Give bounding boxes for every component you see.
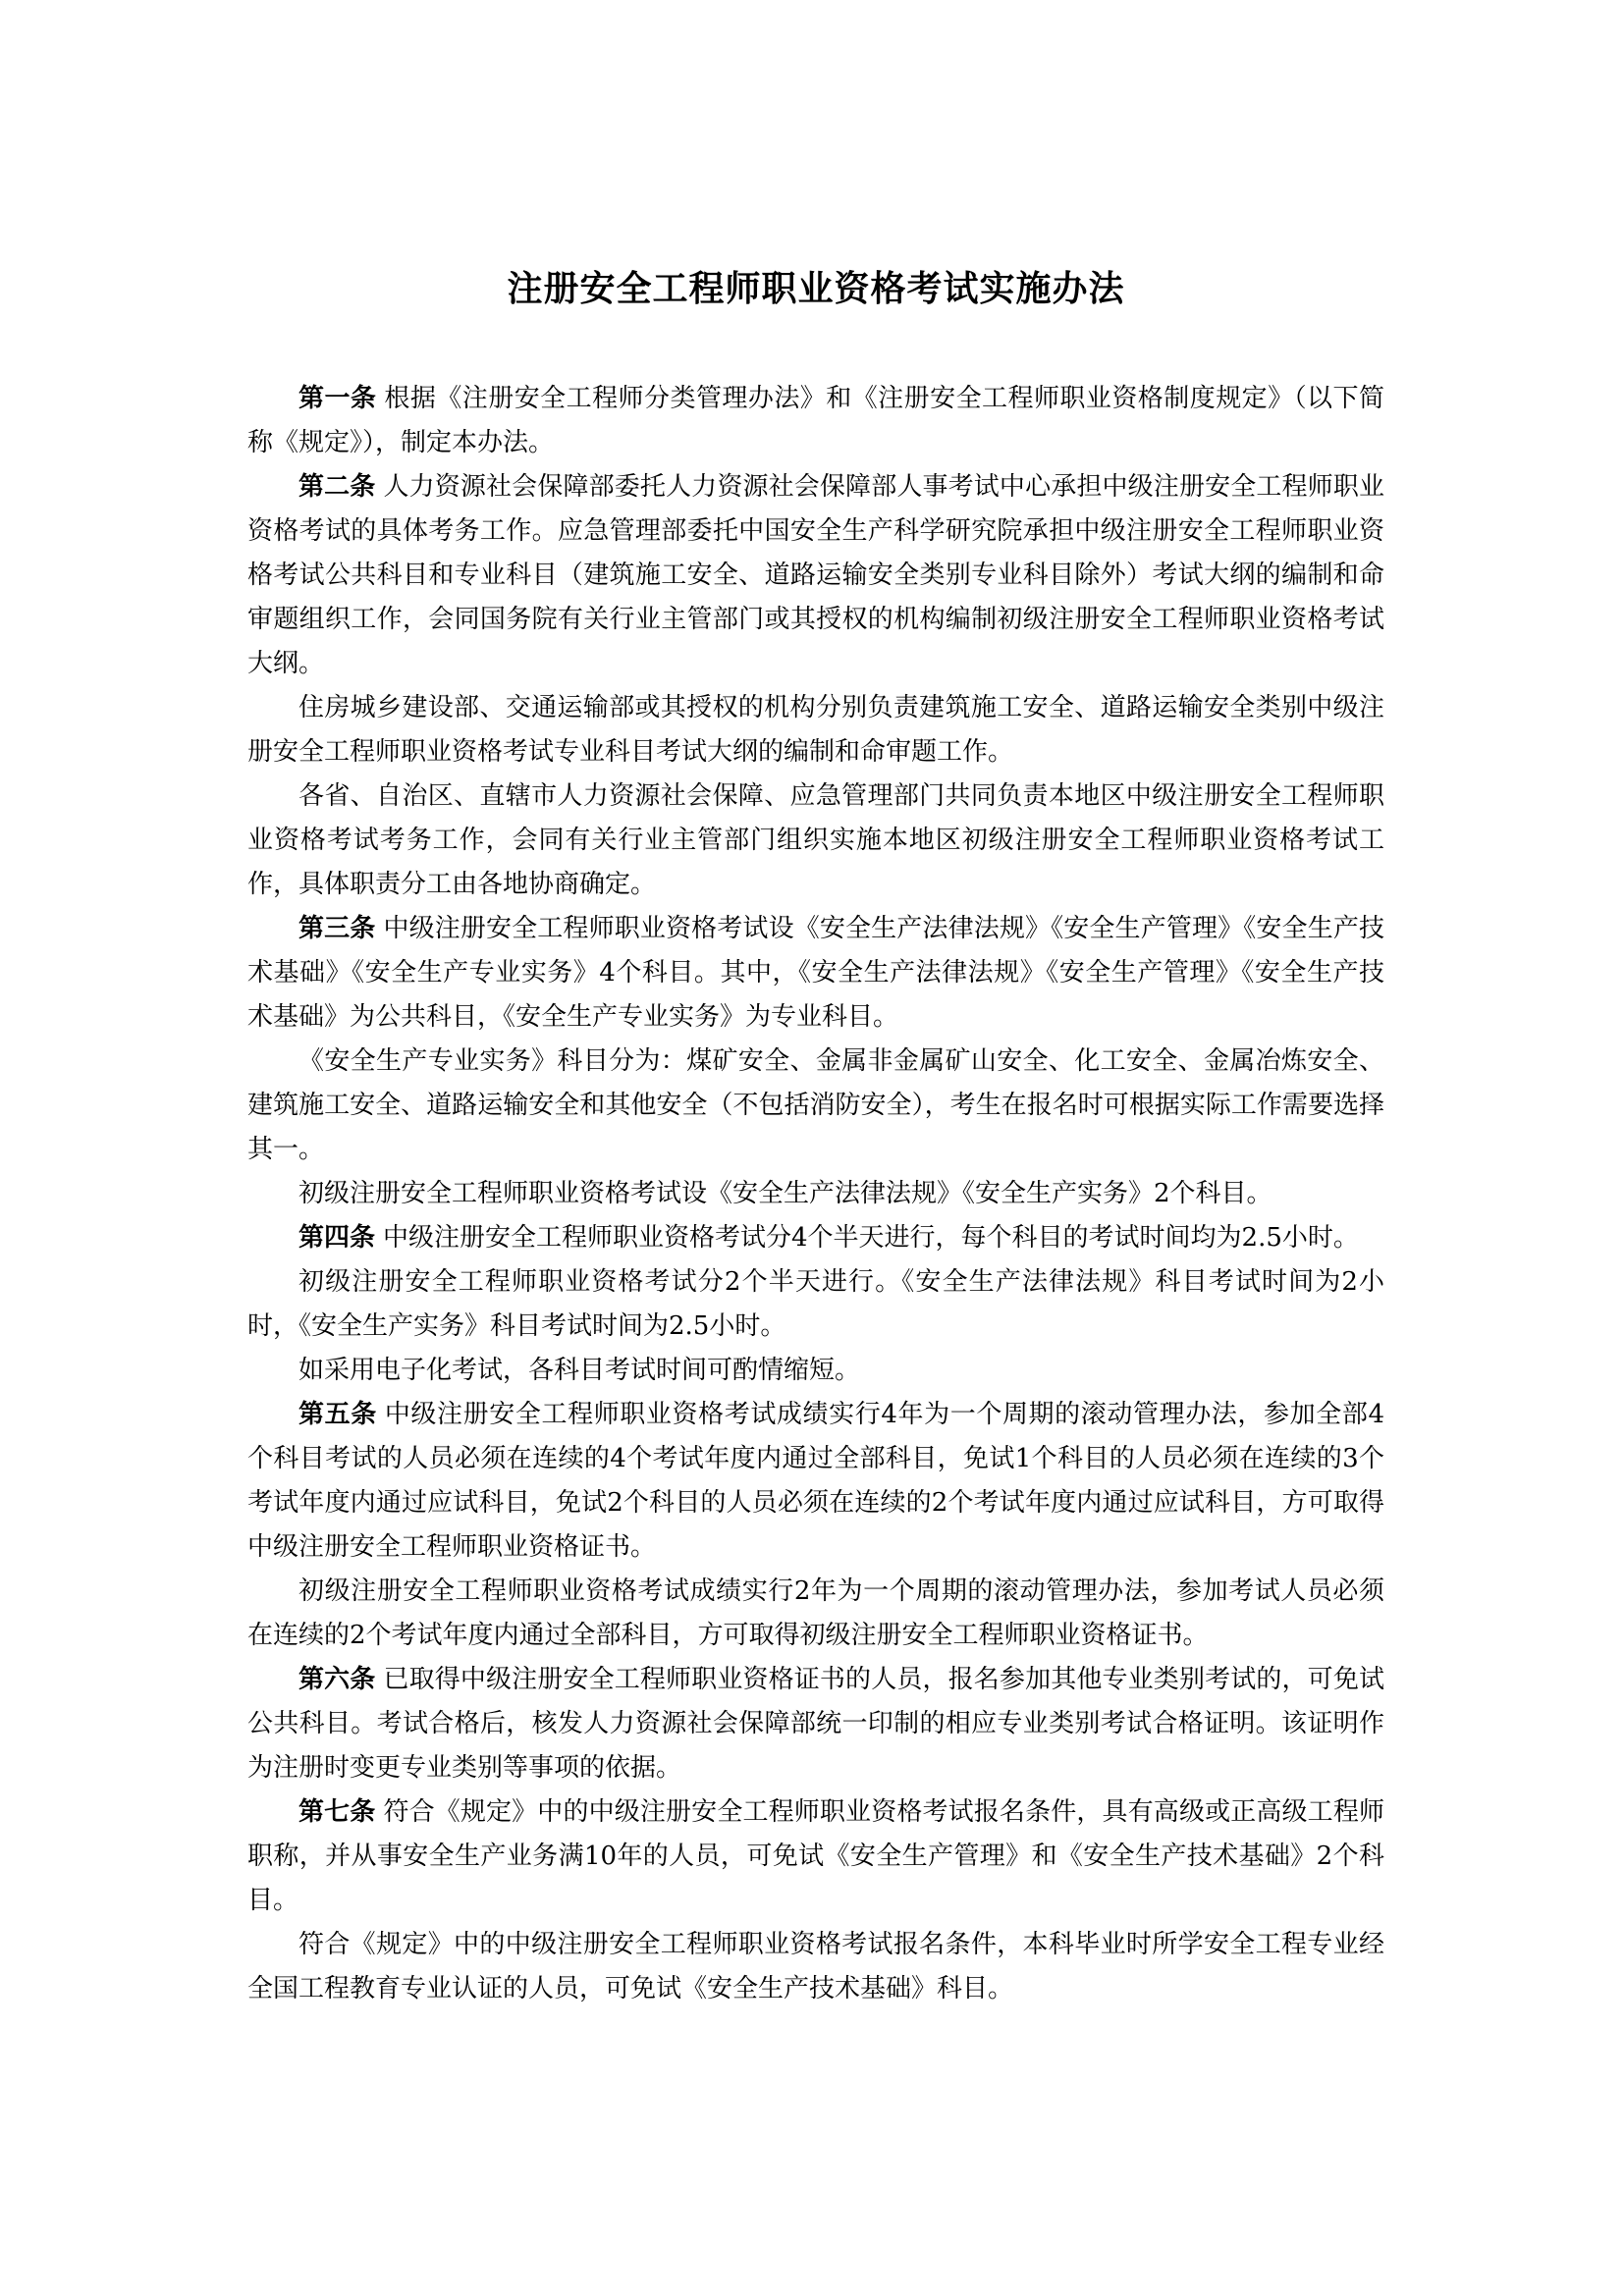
article-label: 第五条 (298, 1400, 377, 1429)
paragraph (247, 1172, 1384, 1216)
paragraph (247, 774, 1384, 907)
paragraph-text: 初级注册安全工程师职业资格考试分2个半天进行。《安全生产法律法规》科目考试时间为2小时，《安全生产实务》科目考试时间为2.5小时。 (247, 1267, 1384, 1341)
article-paragraph (247, 377, 1384, 465)
article-label: 第六条 (298, 1665, 376, 1694)
article-label: 第三条 (298, 914, 376, 943)
article-paragraph (247, 1658, 1384, 1790)
article-paragraph (247, 1790, 1384, 1923)
paragraph-text: 符合《规定》中的中级注册安全工程师职业资格考试报名条件，本科毕业时所学安全工程专业经全国工程教育专业认证的人员，可免试《安全生产技术基础》科目。 (247, 1930, 1384, 2003)
paragraph-text: 已取得中级注册安全工程师职业资格证书的人员，报名参加其他专业类别考试的，可免试公共科目。考试合格后，核发人力资源社会保障部统一印制的相应专业类别考试合格证明。该证明作为注册时变更专业类别等事项的依据。 (247, 1665, 1384, 1783)
article-paragraph (247, 907, 1384, 1040)
paragraph-text: 住房城乡建设部、交通运输部或其授权的机构分别负责建筑施工安全、道路运输安全类别中级注册安全工程师职业资格考试专业科目考试大纲的编制和命审题工作。 (247, 693, 1384, 767)
paragraph-text: 符合《规定》中的中级注册安全工程师职业资格考试报名条件，具有高级或正高级工程师职称，并从事安全生产业务满10年的人员，可免试《安全生产管理》和《安全生产技术基础》2个科目。 (247, 1797, 1384, 1915)
document-page (247, 265, 1384, 2011)
article-paragraph (247, 1393, 1384, 1570)
paragraph (247, 1349, 1384, 1393)
paragraph-text: 各省、自治区、直辖市人力资源社会保障、应急管理部门共同负责本地区中级注册安全工程师职业资格考试考务工作，会同有关行业主管部门组织实施本地区初级注册安全工程师职业资格考试工作，具体职责分工由各地协商确定。 (247, 781, 1384, 899)
paragraph (247, 686, 1384, 774)
paragraph-text: 初级注册安全工程师职业资格考试设《安全生产法律法规》《安全生产实务》2个科目。 (298, 1179, 1272, 1208)
paragraph-text: 如采用电子化考试，各科目考试时间可酌情缩短。 (298, 1356, 861, 1385)
paragraph-text: 中级注册安全工程师职业资格考试分4个半天进行，每个科目的考试时间均为2.5小时。 (383, 1223, 1359, 1253)
article-label: 第四条 (298, 1223, 376, 1253)
document-title: 注册安全工程师职业资格考试实施办法 (507, 269, 1125, 309)
paragraph-text: 人力资源社会保障部委托人力资源社会保障部人事考试中心承担中级注册安全工程师职业资格考试的具体考务工作。应急管理部委托中国安全生产科学研究院承担中级注册安全工程师职业资格考试公共科目和专业科目（建筑施工安全、道路运输安全类别专业科目除外）考试大纲的编制和命审题组织工作，会同国务院有关行业主管部门或其授权的机构编制初级注册安全工程师职业资格考试大纲。 (247, 472, 1384, 678)
document-body (247, 377, 1384, 2011)
paragraph-text: 根据《注册安全工程师分类管理办法》和《注册安全工程师职业资格制度规定》（以下简称《规定》），制定本办法。 (247, 384, 1384, 457)
paragraph-text: 《安全生产专业实务》科目分为：煤矿安全、金属非金属矿山安全、化工安全、金属冶炼安全、建筑施工安全、道路运输安全和其他安全（不包括消防安全），考生在报名时可根据实际工作需要选择其一。 (247, 1046, 1384, 1164)
paragraph (247, 1923, 1384, 2011)
article-paragraph (247, 1216, 1384, 1260)
paragraph-text: 中级注册安全工程师职业资格考试成绩实行4年为一个周期的滚动管理办法，参加全部4个科目考试的人员必须在连续的4个考试年度内通过全部科目，免试1个科目的人员必须在连续的3个考试年度内通过应试科目，免试2个科目的人员必须在连续的2个考试年度内通过应试科目，方可取得中级注册安全工程师职业资格证书。 (247, 1400, 1384, 1562)
paragraph (247, 1260, 1384, 1349)
paragraph-text: 中级注册安全工程师职业资格考试设《安全生产法律法规》《安全生产管理》《安全生产技术基础》《安全生产专业实务》4个科目。其中，《安全生产法律法规》《安全生产管理》《安全生产技术基础》为公共科目，《安全生产专业实务》为专业科目。 (247, 914, 1384, 1032)
article-label: 第一条 (298, 384, 377, 413)
article-paragraph (247, 465, 1384, 686)
paragraph (247, 1570, 1384, 1658)
article-label: 第七条 (298, 1797, 376, 1827)
paragraph (247, 1040, 1384, 1172)
paragraph-text: 初级注册安全工程师职业资格考试成绩实行2年为一个周期的滚动管理办法，参加考试人员必须在连续的2个考试年度内通过全部科目，方可取得初级注册安全工程师职业资格证书。 (247, 1576, 1384, 1650)
article-label: 第二条 (298, 472, 376, 502)
